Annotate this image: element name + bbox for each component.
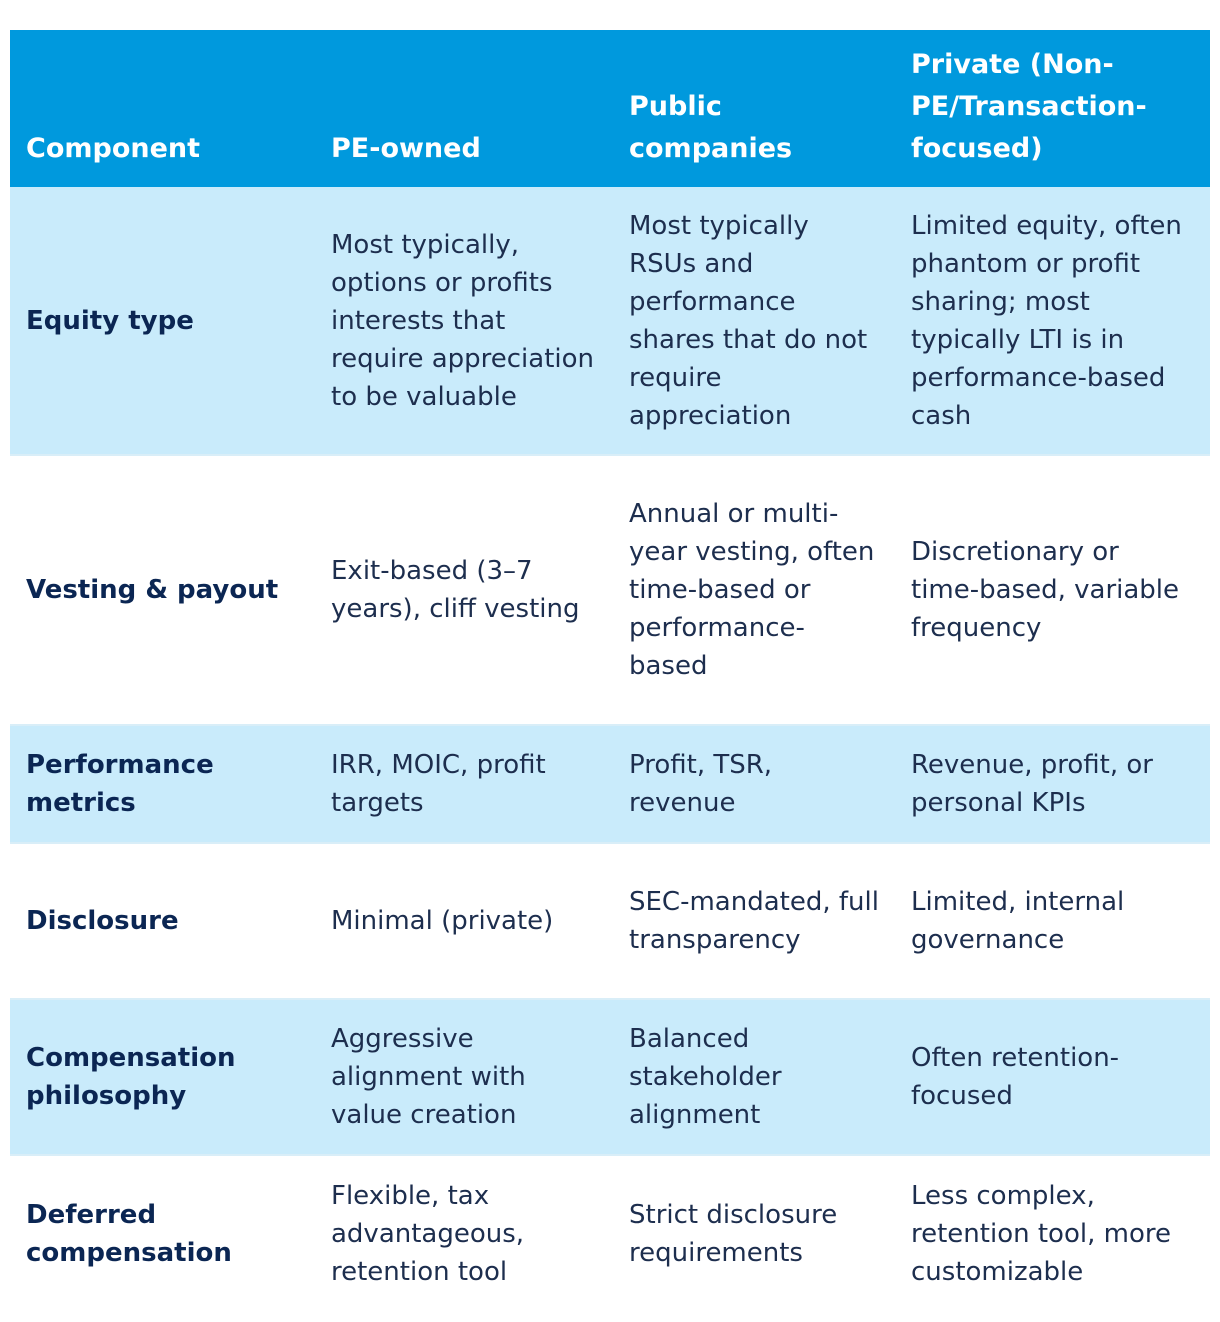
cell-pe-owned: Aggressive alignment with value creation <box>315 999 613 1155</box>
table-row <box>10 999 1210 1155</box>
header-component: Component <box>26 133 201 164</box>
row-label: Deferred compensation <box>10 1155 315 1311</box>
cell-public: Profit, TSR, revenue <box>613 725 895 843</box>
header-private: Private (Non-PE/Transaction-focused) <box>911 49 1147 164</box>
cell-private: Discretionary or time-based, variable frequency <box>895 455 1210 725</box>
header-pe-owned: PE-owned <box>331 133 481 164</box>
row-label: Equity type <box>26 305 194 336</box>
table-row <box>10 843 1210 999</box>
comparison-table <box>10 30 1210 1311</box>
cell-private: Often retention-focused <box>895 999 1210 1155</box>
table-row <box>10 1155 1210 1311</box>
table-header-row <box>10 30 1210 187</box>
cell-pe-owned: IRR, MOIC, profit targets <box>315 725 613 843</box>
table-row <box>10 187 1210 455</box>
cell-pe-owned: Minimal (private) <box>315 843 613 999</box>
cell-private: Limited equity, often phantom or profit sharing; most typically LTI is in performance-based cash <box>911 210 1182 431</box>
cell-public: Strict disclosure requirements <box>613 1155 895 1311</box>
table-row <box>10 455 1210 725</box>
row-label: Disclosure <box>10 843 315 999</box>
cell-public: SEC-mandated, full transparency <box>613 843 895 999</box>
row-label: Vesting & payout <box>10 455 315 725</box>
cell-private: Revenue, profit, or personal KPIs <box>895 725 1210 843</box>
cell-public: Balanced stakeholder alignment <box>613 999 895 1155</box>
cell-private: Less complex, retention tool, more customizable <box>895 1155 1210 1311</box>
table-row <box>10 725 1210 843</box>
cell-pe-owned: Exit-based (3–7 years), cliff vesting <box>315 455 613 725</box>
cell-public: Most typically RSUs and performance shares that do not require appreciation <box>629 210 868 431</box>
cell-public: Annual or multi-year vesting, often time-based or performance-based <box>613 455 895 725</box>
cell-pe-owned: Most typically, options or profits interests that require appreciation to be valuable <box>331 229 595 412</box>
header-public-companies: Public companies <box>629 91 793 164</box>
row-label: Performance metrics <box>10 725 315 843</box>
cell-private: Limited, internal governance <box>895 843 1210 999</box>
cell-pe-owned: Flexible, tax advantageous, retention tool <box>315 1155 613 1311</box>
row-label: Compensation philosophy <box>10 999 315 1155</box>
